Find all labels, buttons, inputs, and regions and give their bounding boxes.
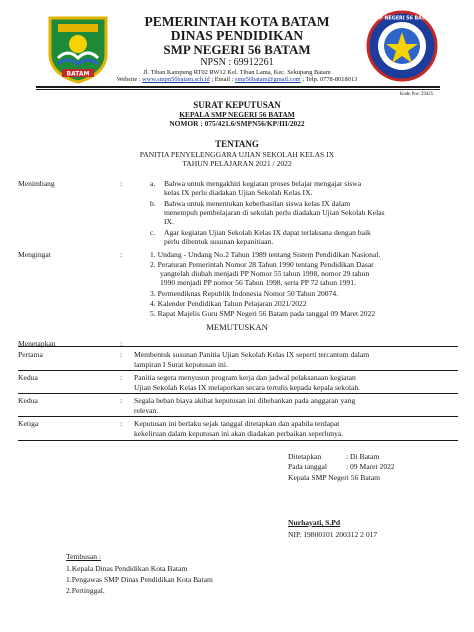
pertama-label: Pertama xyxy=(18,350,43,359)
tembusan-item-2: 1.Pengawas SMP Dinas Pendidikan Kota Batam xyxy=(66,575,213,584)
header-address: Jl. Tiban Kampung RT02 RW12 Kel. Tiban Lama, Kec. Sekupang Batam xyxy=(143,69,331,76)
kode-pos: Kode Pos: 29425 xyxy=(400,92,434,97)
header-rule-thick xyxy=(36,86,440,88)
header-line3: SMP NEGERI 56 BATAM xyxy=(163,42,311,57)
logo-right-text: SMP NEGERI 56 BATAM xyxy=(371,16,433,22)
surat-keputusan-title: SURAT KEPUTUSAN xyxy=(193,100,281,110)
memutuskan-heading: MEMUTUSKAN xyxy=(206,322,268,332)
tembusan-heading: Tembusan : xyxy=(66,552,102,561)
email-label: ; Email : xyxy=(209,76,235,83)
kedua-label-2: Kedua xyxy=(18,396,38,405)
ketiga-colon: : xyxy=(120,419,123,428)
menimbang-bullet-b: b. xyxy=(150,199,156,208)
tembusan-item-3: 2.Pertinggal. xyxy=(66,586,105,595)
school-emblem-icon xyxy=(366,10,438,82)
ketiga-line1: Keputusan ini berlaku sejak tanggal ditetapkan dan apabila terdapat xyxy=(134,419,340,428)
menimbang-item-b-line2: menempuh pembelajaran di sekolah perlu diadakan Ujian Sekolah Kelas xyxy=(164,208,385,217)
menimbang-colon: : xyxy=(120,179,123,188)
tembusan-item-1: 1.Kepala Dinas Pendidikan Kota Batam xyxy=(66,564,188,573)
menimbang-item-a-line1: Bahwa untuk mengakhiri kegiatan proses belajar mengajar siswa xyxy=(164,179,362,188)
menimbang-item-c-line2: perlu dibentuk susunan kepanitiaan. xyxy=(164,237,274,246)
header-line1: PEMERINTAH KOTA BATAM xyxy=(144,14,330,29)
menetapkan-label: Menetapkan xyxy=(18,339,56,348)
signatory-title: Kepala SMP Negeri 56 Batam xyxy=(288,473,381,482)
kedua-label-1: Kedua xyxy=(18,373,38,382)
kepala-line xyxy=(0,110,474,119)
kedua-1-line1: Panitia segera menyusun program kerja dan jadwal pelaksanaan kegiatan xyxy=(134,373,356,382)
tentang-heading: TENTANG xyxy=(215,139,259,149)
mengingat-item-3: 3. Permendiknas Republik Indonesia Nomor 50 Tahun 20074. xyxy=(150,289,339,298)
divider-top xyxy=(18,346,458,347)
mengingat-item-2-line3: 1990 menjadi PP nomor 56 Tahun 1998, serta PP 72 tahun 1991. xyxy=(160,278,356,287)
mengingat-item-4: 4. Kalender Pendidikan Tahun Pelajaran 2021/2022 xyxy=(150,299,307,308)
ketiga-line2: kekeliruan dalam keputusan ini akan diadakan perbaikan seperlunya. xyxy=(134,429,344,438)
kedua-2-line1: Segala beban biaya akibat keputusan ini dibebankan pada anggaran yang xyxy=(134,396,356,405)
email-link[interactable]: smp56batam@gmail.com xyxy=(234,76,301,83)
subject-line2: TAHUN PELAJARAN 2021 / 2022 xyxy=(182,159,292,168)
menimbang-bullet-a: a. xyxy=(150,179,156,188)
subject-line1: PANITIA PENYELENGGARA UJIAN SEKOLAH KELAS IX xyxy=(139,150,335,159)
tanggal-label: Pada tanggal xyxy=(288,462,328,471)
menimbang-item-c-line1: Agar kegiatan Ujian Sekolah Kelas IX dapat terlaksana dengan baik xyxy=(164,228,371,237)
divider-pertama xyxy=(18,370,458,371)
kedua-colon-1: : xyxy=(120,373,123,382)
ketiga-label: Ketiga xyxy=(18,419,39,428)
website-link[interactable]: www.smpn56batam.sch.id xyxy=(142,76,210,83)
header-rule-thin xyxy=(36,89,440,90)
mengingat-item-2-line2: yangtelah diubah menjadi PP Nomor 55 tahun 1998, nomor 29 tahun xyxy=(160,269,370,278)
kedua-1-line2: Ujian Sekolah Kelas IX melaporkan secara tertulis kepada kepala sekolah. xyxy=(134,383,361,392)
menimbang-item-b-line1: Bahwa untuk menentukan keberhasilan siswa kelas IX dalam xyxy=(164,199,351,208)
telp-text: ; Telp. 0778-8018013 xyxy=(300,76,358,83)
pertama-colon: : xyxy=(120,350,123,359)
menimbang-label: Menimbang xyxy=(18,179,55,188)
website-label: Website : xyxy=(116,76,143,83)
signatory-nip: NIP. 19800101 200312 2 017 xyxy=(288,530,378,539)
mengingat-item-2: 2. Peraturan Pemerintah Nomor 28 Tahun 1990 tentang Pendidikan Dasar xyxy=(150,260,374,269)
pertama-line1: Membentuk susunan Panitia Ujian Sekolah Kelas IX seperti tercantum dalam xyxy=(134,350,370,359)
divider-kedua-2 xyxy=(18,416,458,417)
menetapkan-colon: : xyxy=(120,339,123,348)
mengingat-colon: : xyxy=(120,250,123,259)
mengingat-label: Mengingat xyxy=(18,250,51,259)
header-line2: DINAS PENDIDIKAN xyxy=(170,28,304,43)
menimbang-item-a-line2: kelas IX perlu diadakan Ujian Sekolah Kelas IX. xyxy=(164,188,313,197)
nomor-line: NOMOR : 075/421.6/SMPN56/KP/III/2022 xyxy=(169,119,305,128)
signatory-name: Nurhayati, S.Pd xyxy=(288,518,341,527)
menimbang-bullet-c: c. xyxy=(150,228,156,237)
logo-left-text: BATAM xyxy=(66,70,90,78)
divider-bottom xyxy=(18,440,458,441)
kedua-colon-2: : xyxy=(120,396,123,405)
ditetapkan-value: : Di Batam xyxy=(346,452,380,461)
ditetapkan-label: Ditetapkan xyxy=(288,452,322,461)
kedua-2-line2: relevan. xyxy=(134,406,159,415)
menimbang-item-b-line3: IX. xyxy=(164,217,174,226)
pertama-line2: lampiran I Surat keputusan ini. xyxy=(134,360,228,369)
tanggal-value: : 09 Maret 2022 xyxy=(346,462,395,471)
mengingat-item-5: 5. Rapat Majelis Guru SMP Negeri 56 Batam pada tanggal 09 Maret 2022 xyxy=(150,309,376,318)
divider-kedua-1 xyxy=(18,393,458,394)
mengingat-item-1: 1. Undang - Undang No.2 Tahun 1989 tentang Sistem Pendidikan Nasional. xyxy=(150,250,381,259)
header-npsn: NPSN : 69912261 xyxy=(200,57,274,68)
kepala-text: KEPALA SMP NEGERI 56 BATAM xyxy=(179,110,295,119)
